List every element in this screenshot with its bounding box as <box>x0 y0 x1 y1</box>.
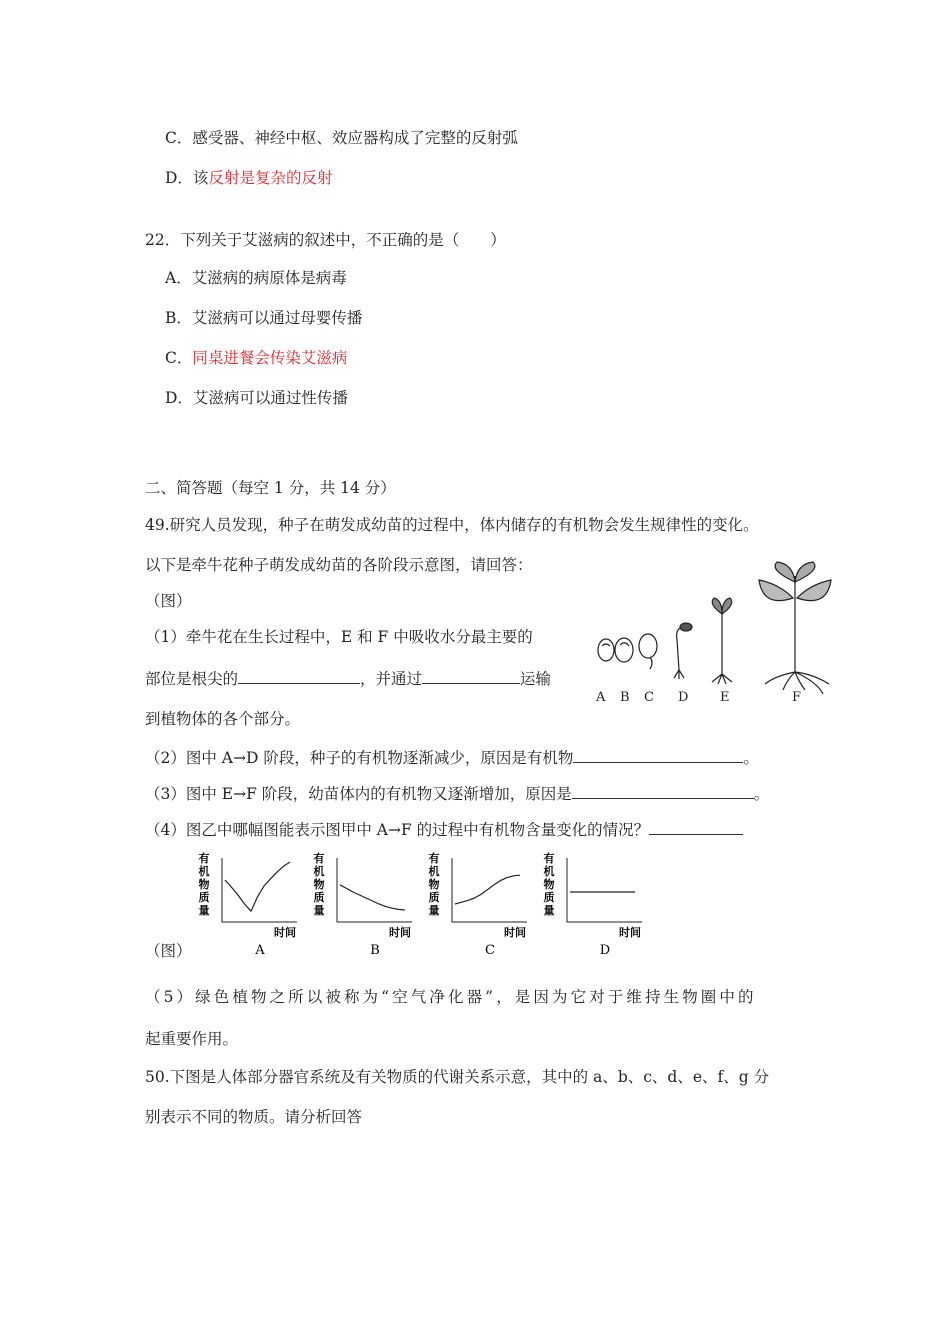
q49-sub1-line2 <box>145 667 551 689</box>
chart-a <box>190 850 305 960</box>
stage-label-b: B <box>620 690 630 705</box>
q21-option-d-answer: 反射是复杂的反射 <box>208 169 333 187</box>
y-axis-label-char: 质 <box>198 891 210 904</box>
q49-sub2 <box>145 746 759 768</box>
seed-a-icon <box>598 639 614 661</box>
x-axis-label: 时间 <box>619 926 641 939</box>
series-line <box>225 862 290 911</box>
q22-option-b: B．艾滋病可以通过母婴传播 <box>165 309 363 327</box>
q49-sub3 <box>145 782 769 804</box>
q49-sub1-line3: 到植物体的各个部分。 <box>145 710 301 728</box>
answer-blank-root-zone[interactable] <box>238 667 360 684</box>
seedling-d-icon <box>677 628 685 670</box>
q22-option-d: D．艾滋病可以通过性传播 <box>165 389 348 407</box>
stage-label-f: F <box>792 690 802 705</box>
q50-line2: 别表示不同的物质。请分析回答 <box>145 1108 363 1126</box>
y-axis-label-char: 机 <box>313 865 325 878</box>
q22-option-c-prefix: C． <box>165 349 193 367</box>
q21-option-d-prefix: D．该 <box>165 169 209 187</box>
y-axis-label-char: 物 <box>428 878 440 891</box>
stage-label-d: D <box>678 690 689 705</box>
series-line <box>455 875 520 904</box>
stage-label-c: C <box>644 690 654 705</box>
charts-figure-tag: （图） <box>145 942 192 960</box>
answer-blank-sub3[interactable] <box>572 782 754 799</box>
y-axis-label-char: 量 <box>428 904 440 917</box>
y-axis-label-char: 量 <box>543 904 555 917</box>
q22-option-c <box>165 348 347 368</box>
seedling-stages-figure <box>590 558 850 708</box>
q49-sub1-line1: （1）牵牛花在生长过程中，E 和 F 中吸收水分最主要的 <box>145 628 533 646</box>
y-axis-label-char: 质 <box>428 891 440 904</box>
q49-sub5-line2: 起重要作用。 <box>145 1030 239 1048</box>
q49-sub2-end: 。 <box>743 749 759 767</box>
answer-blank-vessel[interactable] <box>422 667 520 684</box>
q21-option-d <box>165 168 332 188</box>
q22-option-c-answer: 同桌进餐会传染艾滋病 <box>192 349 348 367</box>
chart-caption: B <box>370 943 380 958</box>
x-axis-label: 时间 <box>504 926 526 939</box>
seed-c-icon <box>639 634 657 658</box>
q49-sub3-text: （3）图中 E→F 阶段，幼苗体内的有机物又逐渐增加，原因是 <box>145 785 572 803</box>
y-axis-label-char: 机 <box>428 865 440 878</box>
y-axis-label-char: 质 <box>313 891 325 904</box>
q49-sub4 <box>145 818 743 840</box>
y-axis-label-char: 量 <box>198 904 210 917</box>
y-axis-label-char: 有 <box>543 852 555 865</box>
x-axis-label: 时间 <box>389 926 411 939</box>
q49-sub1-text-a: 部位是根尖的 <box>145 670 239 688</box>
chart-c <box>420 850 535 960</box>
q49-sub1-text-b: ，并通过 <box>360 670 423 688</box>
q50-line1: 50.下图是人体部分器官系统及有关物质的代谢关系示意，其中的 a、b、c、d、e、f、g 分 <box>145 1068 770 1086</box>
q49-intro-1: 49.研究人员发现，种子在萌发成幼苗的过程中，体内储存的有机物会发生规律性的变化。 <box>145 516 759 534</box>
answer-blank-sub2[interactable] <box>573 746 743 763</box>
seed-b-icon <box>615 638 633 662</box>
stage-label-e: E <box>720 690 730 705</box>
chart-axes <box>452 858 527 922</box>
q49-sub1-text-c: 运输 <box>520 670 552 688</box>
stage-label-a: A <box>596 690 606 705</box>
y-axis-label-char: 物 <box>198 878 210 891</box>
q49-sub5-line1: （5）绿色植物之所以被称为“空气净化器”，是因为它对于维持生物圈中的 <box>145 988 757 1006</box>
series-line <box>340 885 405 910</box>
q49-sub3-end: 。 <box>753 785 770 803</box>
answer-blank-sub4[interactable] <box>649 818 743 835</box>
chart-b <box>305 850 420 960</box>
organic-matter-charts <box>190 850 650 960</box>
chart-caption: A <box>255 943 265 958</box>
y-axis-label-char: 量 <box>313 904 325 917</box>
y-axis-label-char: 质 <box>543 891 555 904</box>
x-axis-label: 时间 <box>274 926 296 939</box>
y-axis-label-char: 有 <box>428 852 440 865</box>
chart-axes <box>567 858 642 922</box>
q49-sub4-text: （4）图乙中哪幅图能表示图甲中 A→F 的过程中有机物含量变化的情况？ <box>145 821 650 839</box>
chart-d <box>535 850 650 960</box>
section-heading: 二、简答题（每空 1 分，共 14 分） <box>145 479 396 497</box>
q49-sub2-text: （2）图中 A→D 阶段，种子的有机物逐渐减少，原因是有机物 <box>145 749 574 767</box>
y-axis-label-char: 机 <box>543 865 555 878</box>
q49-figure-tag: （图） <box>145 592 192 610</box>
q21-option-c: C．感受器、神经中枢、效应器构成了完整的反射弧 <box>165 129 518 147</box>
q49-intro-2: 以下是牵牛花种子萌发成幼苗的各阶段示意图，请回答： <box>145 556 533 574</box>
q22-stem: 22．下列关于艾滋病的叙述中，不正确的是（ ） <box>145 231 506 249</box>
y-axis-label-char: 有 <box>198 852 210 865</box>
y-axis-label-char: 有 <box>313 852 325 865</box>
y-axis-label-char: 物 <box>543 878 555 891</box>
chart-caption: C <box>485 943 495 958</box>
y-axis-label-char: 物 <box>313 878 325 891</box>
chart-caption: D <box>599 943 611 958</box>
q22-option-a: A．艾滋病的病原体是病毒 <box>165 269 347 287</box>
y-axis-label-char: 机 <box>198 865 210 878</box>
